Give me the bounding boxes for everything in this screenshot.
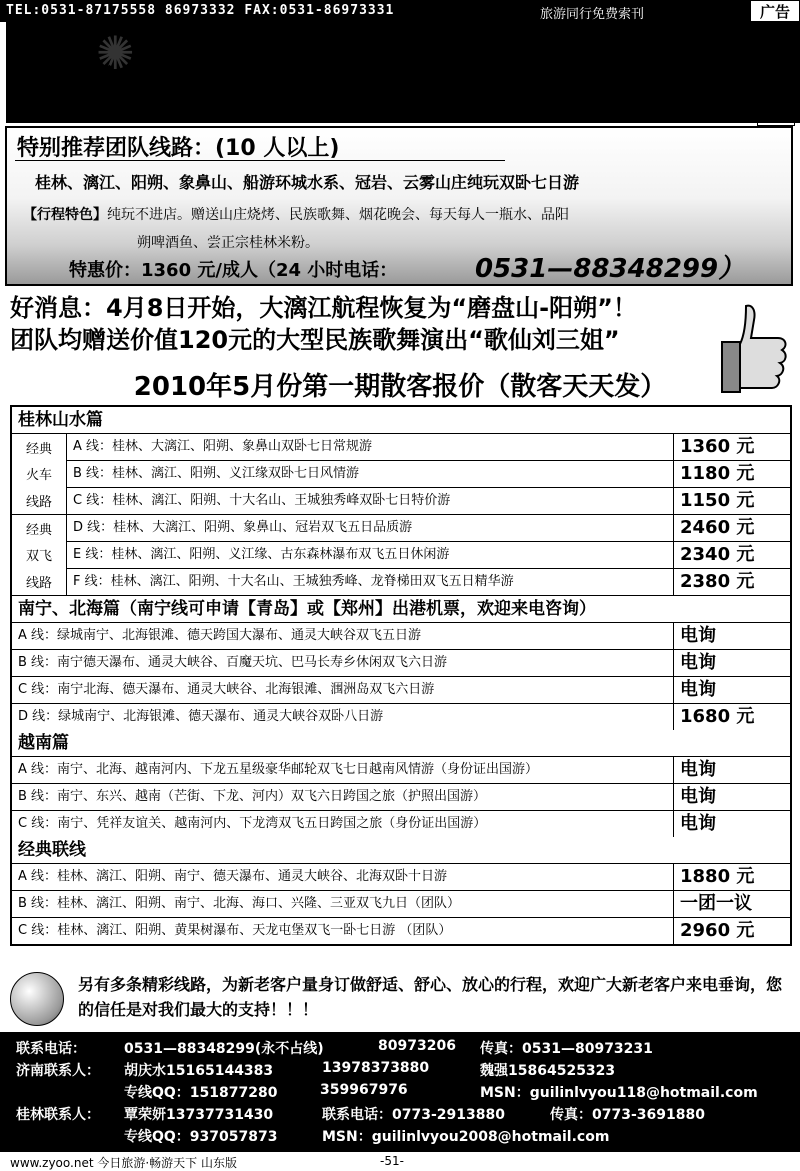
closing-message: 另有多条精彩线路，为新老客户量身订做舒适、舒心、放心的行程，欢迎广大新老客户来电垂询，您的信任是对我们最大的支持！！！	[78, 975, 783, 1019]
footer-publication: www.zyoo.net 今日旅游·畅游天下 山东版	[10, 1156, 237, 1170]
route-description: A 线：桂林、漓江、阳朔、南宁、德天瀑布、通灵大峡谷、北海双卧十日游	[18, 869, 448, 884]
route-group	[12, 515, 790, 596]
route-price: 电询	[673, 650, 790, 676]
route-description: C 线：桂林、漓江、阳朔、十大名山、王城独秀峰双卧七日特价游	[73, 493, 451, 508]
promo-title: 特别推荐团队线路：(10 人以上)	[17, 136, 340, 161]
price-row	[12, 784, 790, 811]
page-number: -51-	[380, 1154, 404, 1168]
route-group-rows	[67, 434, 790, 514]
price-row	[12, 891, 790, 918]
seal-line: 旅品	[765, 88, 787, 101]
route-price: 1680 元	[673, 704, 790, 730]
good-news	[10, 292, 637, 356]
price-row	[12, 918, 790, 944]
route-description: A 线：绿城南宁、北海银滩、德天跨国大瀑布、通灵大峡谷双飞五日游	[18, 628, 422, 643]
promo-features	[23, 204, 569, 224]
group-label-line: 线路	[25, 576, 52, 592]
section-classic: 经典联线	[12, 837, 790, 864]
route-group-label	[12, 434, 67, 514]
quality-seal	[757, 88, 795, 126]
logo-subtitle: NEW TRAVEL	[12, 104, 87, 115]
guilin-fax: 传真：0773-3691880	[550, 1107, 705, 1123]
route-price: 电询	[673, 784, 790, 810]
route-description: C 线：桂林、漓江、阳朔、黄果树瀑布、天龙屯堡双飞一卧七日游 （团队）	[18, 923, 452, 938]
route-price: 1360 元	[673, 434, 790, 460]
price-row	[12, 864, 790, 891]
news-line: 团队均赠送价值120元的大型民族歌舞演出“歌仙刘三姐”	[10, 326, 620, 354]
price-row	[12, 623, 790, 650]
group-label-line: 线路	[25, 495, 52, 511]
price-table	[10, 405, 792, 946]
route-specialties: 桂林、南宁、北海、越南专线	[390, 96, 676, 120]
jinan-contact: 魏强15864525323	[480, 1063, 616, 1079]
price-row	[67, 542, 790, 569]
price-row	[67, 569, 790, 595]
route-description: B 线：桂林、漓江、阳朔、南宁、北海、海口、兴隆、三亚双飞九日（团队）	[18, 896, 461, 911]
msn-address: MSN：guilinlvyou118@hotmail.com	[480, 1085, 758, 1101]
route-description: C 线：南宁、凭祥友谊关、越南河内、下龙湾双飞五日跨国之旅（身份证出国游）	[18, 816, 487, 831]
feature-label: 【行程特色】	[23, 207, 107, 223]
group-label-line: 双飞	[25, 549, 52, 565]
feature-text: 纯玩不进店。赠送山庄烧烤、民族歌舞、烟花晚会、每天每人一瓶水、品阳	[107, 207, 569, 223]
qq-number: 359967976	[320, 1082, 408, 1098]
price-row	[67, 461, 790, 488]
route-description: D 线：绿城南宁、北海银滩、德天瀑布、通灵大峡谷双卧八日游	[18, 709, 384, 724]
price-row	[12, 704, 790, 730]
section-vietnam: 越南篇	[12, 730, 790, 757]
promo-phone: 0531—88348299）	[475, 254, 745, 284]
guilin-contact: 覃荣妍13737731430	[124, 1107, 274, 1123]
jinan-contact: 13978373880	[322, 1060, 430, 1076]
price-row	[12, 650, 790, 677]
route-group-rows	[67, 515, 790, 595]
route-description: B 线：桂林、漓江、阳朔、义江缘双卧七日风情游	[73, 466, 360, 481]
route-description: E 线：桂林、漓江、阳朔、义江缘、古东森林瀑布双飞五日休闲游	[73, 547, 450, 562]
route-description: C 线：南宁北海、德天瀑布、通灵大峡谷、北海银滩、涠洲岛双飞六日游	[18, 682, 435, 697]
route-price: 1880 元	[673, 864, 790, 890]
section-nanning: 南宁、北海篇（南宁线可申请【青岛】或【郑州】出港机票，欢迎来电咨询）	[12, 596, 790, 623]
price-row	[67, 434, 790, 461]
price-row	[67, 488, 790, 514]
route-price: 电询	[673, 677, 790, 703]
route-price: 一团一议	[673, 891, 790, 917]
header	[0, 26, 800, 124]
top-contact-text: TEL:0531-87175558 86973332 FAX:0531-86973331	[6, 3, 800, 123]
slogan: 旅游同业操作中心 打造南国品质旅游	[180, 53, 637, 86]
route-price: 2380 元	[673, 569, 790, 595]
jinan-contacts-label: 济南联系人：	[16, 1063, 100, 1079]
route-description: F 线：桂林、漓江、阳朔、十大名山、王城独秀峰、龙脊梯田双飞五日精华游	[73, 574, 514, 589]
phone-number: 0531—88348299(永不占线)	[124, 1041, 324, 1057]
ad-badge: 广告	[750, 0, 800, 22]
promo-route: 桂林、漓江、阳朔、象鼻山、船游环城水系、冠岩、云雾山庄纯玩双卧七日游	[35, 173, 580, 192]
promo-features-cont: 朔啤酒鱼、尝正宗桂林米粉。	[137, 235, 319, 251]
top-tag: 旅游同行免费索刊	[540, 7, 645, 22]
price-row	[12, 811, 790, 837]
route-price: 2460 元	[673, 515, 790, 541]
route-price: 1150 元	[673, 488, 790, 514]
group-label-line: 火车	[25, 468, 52, 484]
contact-panel	[0, 1032, 800, 1152]
news-line: 好消息：4月8日开始，大漓江航程恢复为“磨盘山-阳朔”！	[10, 294, 637, 322]
route-group	[12, 434, 790, 515]
route-price: 2340 元	[673, 542, 790, 568]
route-description: B 线：南宁、东兴、越南（芒街、下龙、河内）双飞六日跨国之旅（护照出国游）	[18, 789, 487, 804]
route-description: B 线：南宁德天瀑布、通灵大峡谷、百魔天坑、巴马长寿乡休闲双飞六日游	[18, 655, 448, 670]
logo-burst-icon: ✺	[96, 26, 135, 80]
group-label-line: 经典	[25, 441, 52, 457]
price-row	[67, 515, 790, 542]
route-description: D 线：桂林、大漓江、阳朔、象鼻山、冠岩双飞五日品质游	[73, 520, 413, 535]
msn-address: MSN：guilinlvyou2008@hotmail.com	[322, 1129, 610, 1145]
phone-number-2: 80973206	[378, 1038, 456, 1054]
promo-title-underline	[15, 160, 505, 161]
price-headline: 2010年5月份第一期散客报价（散客天天发）	[133, 372, 667, 402]
qq-number: 专线QQ：937057873	[124, 1129, 278, 1145]
slogan-underline	[180, 84, 740, 86]
route-group-label	[12, 515, 67, 595]
page-footer	[0, 1152, 800, 1171]
group-label-line: 经典	[25, 522, 52, 538]
top-contact-bar	[0, 0, 800, 22]
route-description: A 线：桂林、大漓江、阳朔、象鼻山双卧七日常规游	[73, 439, 373, 454]
section-guilin: 桂林山水篇	[12, 407, 790, 434]
smiley-face-icon	[10, 972, 64, 1026]
route-price: 电询	[673, 623, 790, 649]
price-row	[12, 757, 790, 784]
promo-price: 特惠价：1360 元/成人（24 小时电话：	[69, 260, 398, 281]
guilin-contacts-label: 桂林联系人：	[16, 1107, 100, 1123]
fax-number: 传真：0531—80973231	[480, 1041, 653, 1057]
qq-number: 专线QQ：151877280	[124, 1085, 278, 1101]
logo: 新旅程	[10, 62, 106, 102]
seal-line: 游质	[765, 100, 787, 113]
route-description: A 线：南宁、北海、越南河内、下龙五星级豪华邮轮双飞七日越南风情游（身份证出国游）	[18, 762, 539, 777]
jinan-contact: 胡庆水15165144383	[124, 1063, 274, 1079]
route-price: 电询	[673, 811, 790, 837]
route-price: 2960 元	[673, 918, 790, 944]
featured-group-tour	[5, 126, 793, 286]
guilin-phone: 联系电话：0773-2913880	[322, 1107, 505, 1123]
phone-label: 联系电话：	[16, 1041, 86, 1057]
price-row	[12, 677, 790, 704]
route-price: 1180 元	[673, 461, 790, 487]
route-price: 电询	[673, 757, 790, 783]
